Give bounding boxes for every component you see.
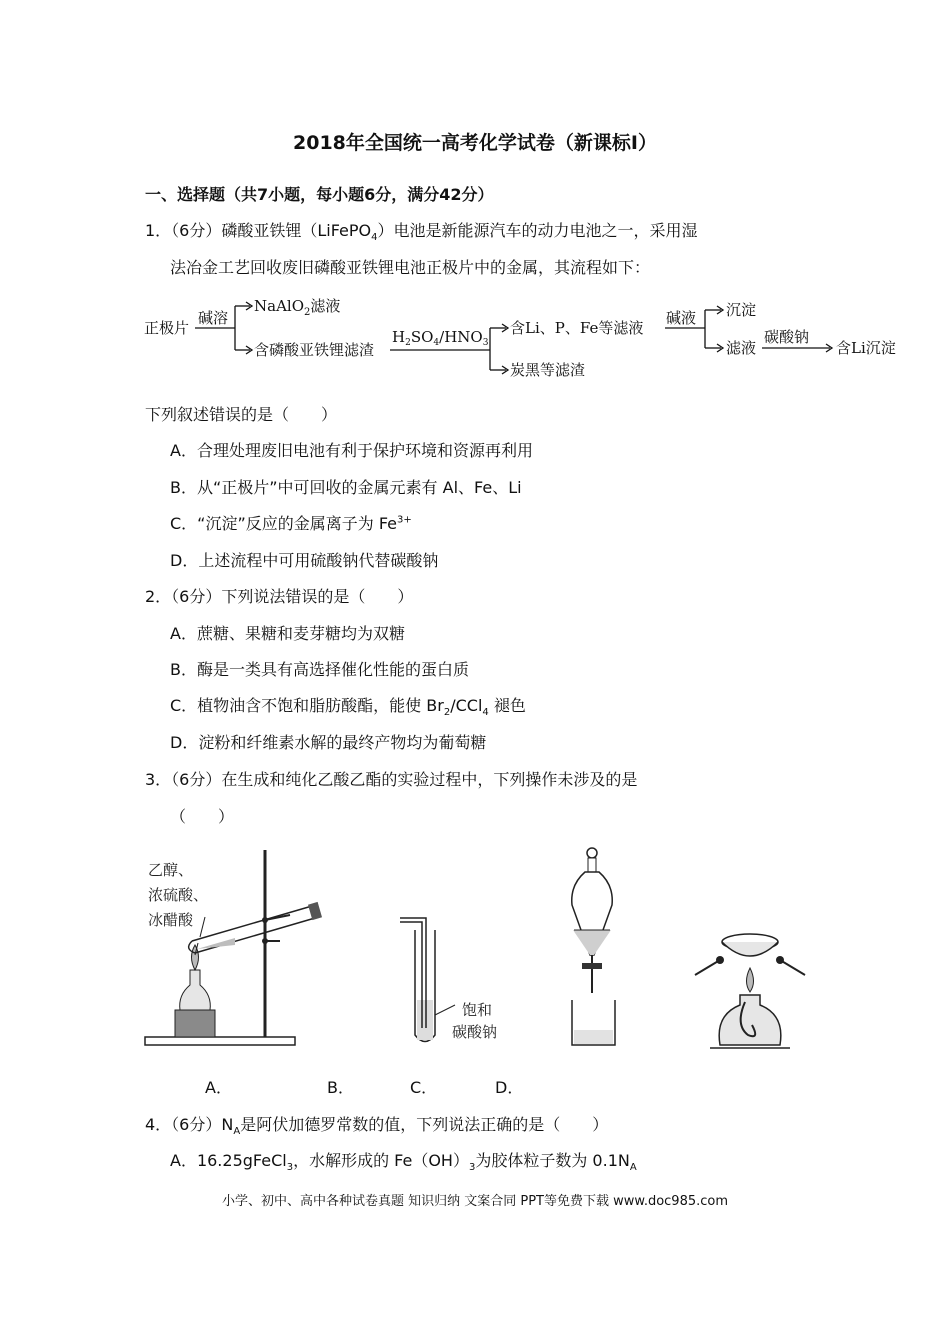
q2-option-b: B．酶是一类具有高选择催化性能的蛋白质 xyxy=(170,660,469,679)
apparatus-a-heating-tube xyxy=(140,845,340,1055)
page-title: 2018年全国统一高考化学试卷（新课标I） xyxy=(293,132,657,154)
flow-step2: 碱液 xyxy=(666,309,697,327)
section-heading: 一、选择题（共7小题，每小题6分，满分42分） xyxy=(145,185,494,204)
label-b2: 碳酸钠 xyxy=(452,1023,498,1041)
flow-out1: NaAlO$_2$滤液 xyxy=(254,297,341,318)
flow-out4: 炭黑等滤渣 xyxy=(510,361,586,379)
q3-option-a: A． xyxy=(205,1078,232,1097)
q3-option-c: C． xyxy=(410,1078,438,1097)
q2-option-d: D．淀粉和纤维素水解的最终产物均为葡萄糖 xyxy=(170,733,487,752)
label-a1: 乙醇、 xyxy=(148,861,194,879)
flow-step3: 碳酸钠 xyxy=(764,328,810,346)
q4-stem: 4．（6分）$N_A$是阿伏加德罗常数的值，下列说法正确的是（ ） xyxy=(145,1115,609,1138)
q1-option-b: B．从“正极片”中可回收的金属元素有 Al、Fe、Li xyxy=(170,478,522,497)
flow-out2: 含磷酸亚铁锂滤渣 xyxy=(254,341,375,359)
label-b1: 饱和 xyxy=(462,1001,493,1019)
q1-option-d: D．上述流程中可用硫酸钠代替碳酸钠 xyxy=(170,551,439,570)
flow-out3: 含Li、P、Fe等滤液 xyxy=(510,319,644,337)
q1-option-a: A．合理处理废旧电池有利于保护环境和资源再利用 xyxy=(170,441,533,460)
flow-step1: 碱溶 xyxy=(198,309,229,327)
flow-out5: 沉淀 xyxy=(726,301,757,319)
q1-stem: 下列叙述错误的是（ ） xyxy=(145,405,338,424)
q2-option-c: C．植物油含不饱和脂肪酸酯，能使 $Br_2/CCl_4$ 褪色 xyxy=(170,696,526,719)
label-a2: 浓硫酸、 xyxy=(148,886,209,904)
q1-line1: 1．（6分）磷酸亚铁锂（LiFePO$_4$）电池是新能源汽车的动力电池之一，采用湿 xyxy=(145,221,698,244)
q3-option-b: B． xyxy=(327,1078,354,1097)
q3-paren: （ ） xyxy=(170,807,235,826)
flow-out6: 滤液 xyxy=(726,339,757,357)
q1-line2: 法冶金工艺回收废旧磷酸亚铁锂电池正极片中的金属，其流程如下： xyxy=(170,258,651,277)
q1-flowchart xyxy=(140,292,915,387)
q2-stem: 2．（6分）下列说法错误的是（ ） xyxy=(145,587,414,606)
apparatus-b-test-tube xyxy=(380,910,525,1050)
apparatus-d-evaporating-dish xyxy=(690,930,810,1055)
flow-acid: $H_2SO_4/HNO_3$ xyxy=(392,328,489,348)
q3-stem: 3．（6分）在生成和纯化乙酸乙酯的实验过程中，下列操作未涉及的是 xyxy=(145,770,638,789)
apparatus-c-separatory-funnel xyxy=(560,845,630,1055)
q3-option-d: D． xyxy=(495,1078,524,1097)
q4-option-a: A．16.25gFeCl$_3$，水解形成的 $Fe(OH)_3$为胶体粒子数为 $0.1N_A$ xyxy=(170,1151,637,1174)
q1-option-c: C．“沉淀”反应的金属离子为 $Fe^{3+}$ xyxy=(170,514,412,533)
flow-out7: 含Li沉淀 xyxy=(836,339,896,357)
label-a3: 冰醋酸 xyxy=(148,911,194,929)
q2-option-a: A．蔗糖、果糖和麦芽糖均为双糖 xyxy=(170,624,405,643)
page-footer: 小学、初中、高中各种试卷真题 知识归纳 文案合同 PPT等免费下载 www.doc985.com xyxy=(221,1194,729,1209)
flow-start: 正极片 xyxy=(144,319,190,337)
